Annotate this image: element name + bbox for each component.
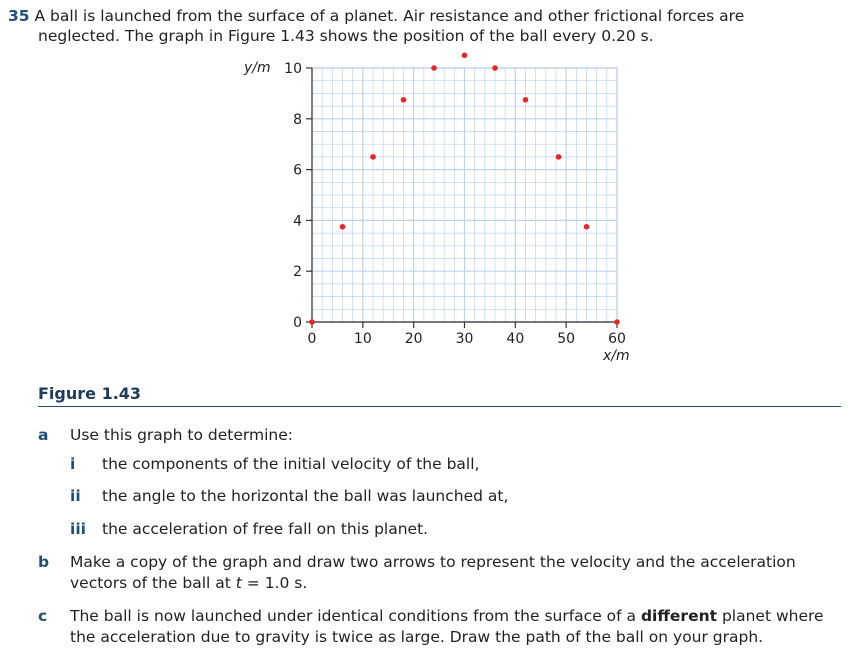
question-text-line1: A ball is launched from the surface of a planet. Air resistance and other frictional forces are [34,7,745,25]
part-b-letter: b [38,553,50,571]
part-c-bold-word: different [640,607,718,625]
data-point [584,224,590,230]
y-tick-label: 8 [293,111,302,128]
y-tick-label: 2 [293,264,302,281]
figure-caption: Figure 1.43 [38,384,142,403]
part-b-line1: Make a copy of the graph and draw two arrows to represent the velocity and the acceleration [70,553,796,571]
part-a-letter: a [38,426,49,444]
data-point [431,65,437,71]
x-tick-label: 0 [307,331,317,347]
part-c-letter: c [38,607,48,625]
data-point [340,224,346,230]
data-point [309,319,315,325]
x-tick-label: 30 [455,331,474,347]
data-point [370,154,376,160]
data-point [492,65,498,71]
subpart-ii-text: the angle to the horizontal the ball was launched at, [102,487,509,505]
question-number: 35 [8,7,30,25]
y-axis-label: y/m [244,60,271,76]
subpart-ii-label: ii [70,487,81,505]
subpart-i-label: i [70,455,76,473]
part-b-line2 [70,574,307,592]
time-variable: t [235,574,242,592]
subpart-i-text: the components of the initial velocity of the ball, [102,455,480,473]
part-c-line1-start: The ball is now launched under identical conditions from the surface of a [70,607,641,625]
part-c-line1 [70,607,824,625]
y-tick-label: 4 [293,213,302,230]
y-tick-label: 6 [293,162,302,179]
part-a-text: Use this graph to determine: [70,426,293,444]
data-point [556,154,562,160]
x-tick-label: 10 [353,331,372,347]
subpart-iii-text: the acceleration of free fall on this planet. [102,520,429,538]
data-point [523,97,529,103]
grid [312,68,617,322]
data-point [614,319,620,325]
subpart-iii-label: iii [70,520,86,538]
x-axis-label: x/m [603,348,630,364]
part-c-line2: the acceleration due to gravity is twice as large. Draw the path of the ball on your graph. [70,628,764,646]
part-b-line2-start: vectors of the ball at [70,574,236,592]
tick-labels [284,61,626,347]
part-c-line1-end: planet where [717,607,824,625]
data-point [462,53,468,59]
data-point [401,97,407,103]
x-tick-label: 60 [608,331,626,347]
question-intro-line2: neglected. The graph in Figure 1.43 shows the position of the ball every 0.20 s. [38,27,654,45]
y-tick-label: 10 [284,61,302,77]
x-tick-label: 50 [557,331,576,347]
x-tick-label: 40 [506,331,525,347]
part-b-line2-end: = 1.0 s. [241,574,308,592]
figure-divider [38,406,841,407]
x-tick-label: 20 [404,331,423,347]
y-tick-label: 0 [293,315,302,331]
